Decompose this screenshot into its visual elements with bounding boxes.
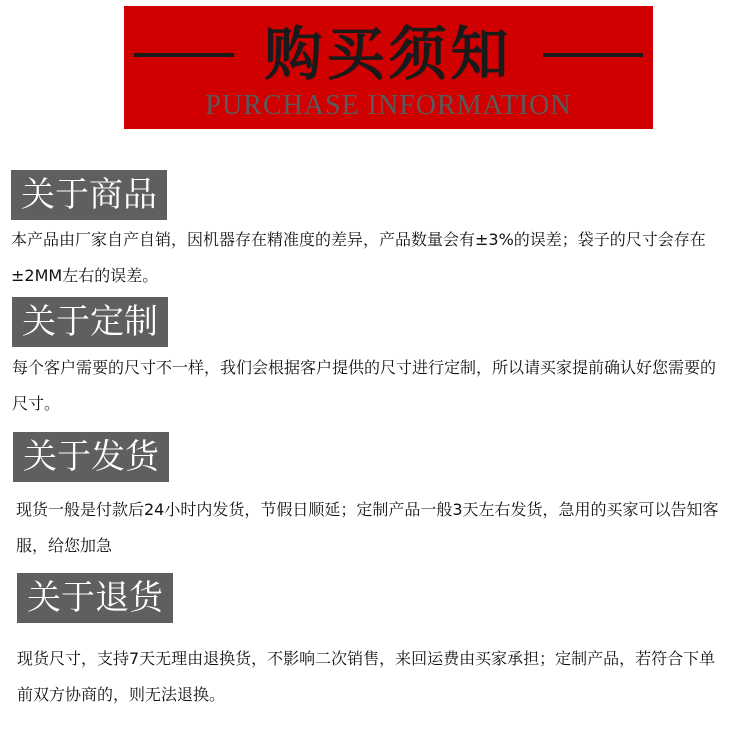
section-heading-returns: 关于退货 <box>17 573 173 623</box>
title-dash-right <box>543 53 643 57</box>
banner-title: 购买须知 <box>264 20 513 88</box>
title-dash-left <box>134 53 234 57</box>
section-heading-product: 关于商品 <box>11 170 167 220</box>
section-text-returns: 现货尺寸，支持7天无理由退换货，不影响二次销售，来回运费由买家承担；定制产品，若符合下单前双方协商的，则无法退换。 <box>17 649 716 704</box>
section-heading-custom: 关于定制 <box>12 297 168 347</box>
section-heading-shipping: 关于发货 <box>13 432 169 482</box>
banner-subtitle: PURCHASE INFORMATION <box>205 90 572 121</box>
purchase-info-banner <box>124 6 653 129</box>
section-text-custom: 每个客户需要的尺寸不一样，我们会根据客户提供的尺寸进行定制，所以请买家提前确认好您需要的尺寸。 <box>12 358 717 413</box>
section-text-product: 本产品由厂家自产自销，因机器存在精准度的差异，产品数量会有±3%的误差；袋子的尺寸会存在±2MM左右的误差。 <box>11 230 706 285</box>
banner-title-row <box>124 19 653 89</box>
section-text-shipping: 现货一般是付款后24小时内发货，节假日顺延；定制产品一般3天左右发货，急用的买家可以告知客服，给您加急 <box>16 500 719 555</box>
